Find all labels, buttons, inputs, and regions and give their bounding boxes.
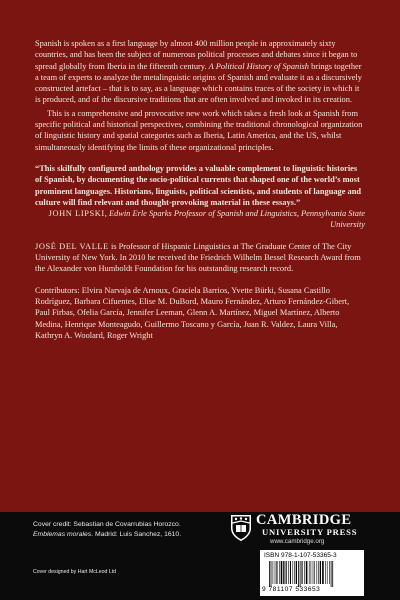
barcode-bar (314, 561, 315, 584)
barcode-bar (327, 561, 328, 584)
credit-title: Emblemas morales (33, 531, 92, 539)
book-title: A Political History of Spanish (208, 61, 309, 71)
credit-details: . Madrid: Luis Sanchez, 1610. (91, 531, 182, 539)
designer-credit: Cover designed by Hart McLeod Ltd (33, 569, 117, 575)
barcode-bar (296, 561, 297, 584)
footer-band (0, 512, 400, 600)
barcode-bar (275, 561, 276, 584)
barcode-number: 9 781107 533653 (262, 586, 321, 593)
about-editor-text (35, 241, 365, 275)
barcode-bar (273, 561, 274, 584)
barcode-block (260, 550, 364, 596)
barcode-bar (320, 561, 321, 584)
barcode-bar (279, 561, 280, 584)
publisher-logo (230, 513, 368, 549)
barcode-bar (286, 561, 287, 584)
barcode-bar (304, 561, 305, 584)
isbn: ISBN 978-1-107-53365-3 (264, 552, 337, 559)
barcode-bar (306, 561, 308, 584)
barcode-bar (322, 561, 324, 584)
contributors-list: Contributors: Elvira Narvaja de Arnoux, Graciela Barrios, Yvette Bürki, Susana Castillo Rodríguez, Barbara Cifuentes, Elise M. DuBord, Mauro Fernández, Arturo Fernández-Gibert, Paul Firbas, Ofelia García, Jennifer Leeman, Glenn A. Martínez, Miguel Martínez, Alberto Medina, Henrique Monteagudo, Guillermo Toscano y García, Juan R. Valdez, Laura Villa, Kathryn A. Woolard, Roger Wright (35, 285, 350, 340)
barcode-bar (329, 561, 330, 584)
reviewer-name: JOHN LIPSKI (48, 209, 105, 219)
barcode-guard-bar (298, 561, 299, 587)
publisher-name: CAMBRIDGE (256, 512, 352, 528)
barcode-bar (276, 561, 277, 584)
blurb-paragraph-1 (35, 38, 365, 106)
barcode-bar (325, 561, 326, 584)
barcode-guard-bar (332, 561, 333, 587)
barcode-bar (302, 561, 303, 584)
barcode-bar (309, 561, 310, 584)
review (35, 163, 365, 231)
barcode-bar (313, 561, 314, 584)
barcode-guard-bar (269, 561, 270, 587)
barcode-guard-bar (300, 561, 301, 587)
barcode-bar (293, 561, 294, 584)
review-quote: “This skilfully configured anthology provides a valuable complement to linguistic histories of Spanish, by documenting the socio-political currents that shaped one of the world’s most prominent languages. Historians, linguists, political scientists, and students of language and culture will find relevant and thought-provoking material in these essays.” (35, 163, 362, 207)
barcode-bar (294, 561, 295, 584)
publisher-subtitle: UNIVERSITY PRESS (262, 527, 358, 537)
about-editor (35, 241, 365, 275)
credit-line-1: Cover credit: Sebastian de Covarrubias Horozco. (33, 521, 181, 528)
blurb-text: Spanish is spoken as a first language by almost 400 million people in approximately sixty countries, and has been the subject of numerous political processes and debates since it began to spread globally from Iberia in the fifteenth century. (35, 39, 358, 71)
barcode-bar (288, 561, 289, 584)
cover-text (35, 38, 365, 341)
barcode-bar (317, 561, 318, 584)
barcode-bar (318, 561, 319, 584)
editor-bio: is Professor of Hispanic Linguistics at The Graduate Center of The City University of New York. In 2010 he received the Friedrich Wilhelm Bessel Research Award from the Alexander von Humboldt Foundation for his outstanding research record. (35, 241, 361, 274)
barcode-guard-bar (271, 561, 272, 587)
barcode-bar (311, 561, 312, 584)
review-attribution (35, 208, 365, 231)
blurb (35, 38, 365, 153)
barcode-bar (290, 561, 291, 584)
barcode-guard-bar (331, 561, 332, 587)
editor-name: JOSÉ DEL VALLE (35, 241, 109, 251)
publisher-url: www.cambridge.org (270, 538, 325, 545)
barcode-bar (283, 561, 284, 584)
reviewer-affiliation: , Edwin Erle Sparks Professor of Spanish and Linguistics, Pennsylvania State University (104, 209, 365, 230)
barcode-bar (281, 561, 283, 584)
blurb-text: brings together a team of experts to analyze the metalinguistic origins of Spanish and evaluate it as a discursively constructed artefact – that is to say, as a language which contains traces of the society in which it is produced, and of the discursive traditions that are often involved and invoked in its creation. (35, 61, 362, 105)
credit-line-2 (33, 530, 181, 540)
cover-credit (33, 520, 181, 540)
cambridge-shield-icon (230, 514, 252, 542)
contributors (35, 285, 365, 341)
blurb-paragraph-2: This is a comprehensive and provocative new work which takes a fresh look at Spanish from specific political and historical perspectives, combining the traditional chronological organization of linguistic history and spatial categories such as Iberia, Latin America, and the US, whilst simultaneously identifying the limits of these organizational principles. (35, 108, 363, 152)
barcode (268, 561, 360, 587)
